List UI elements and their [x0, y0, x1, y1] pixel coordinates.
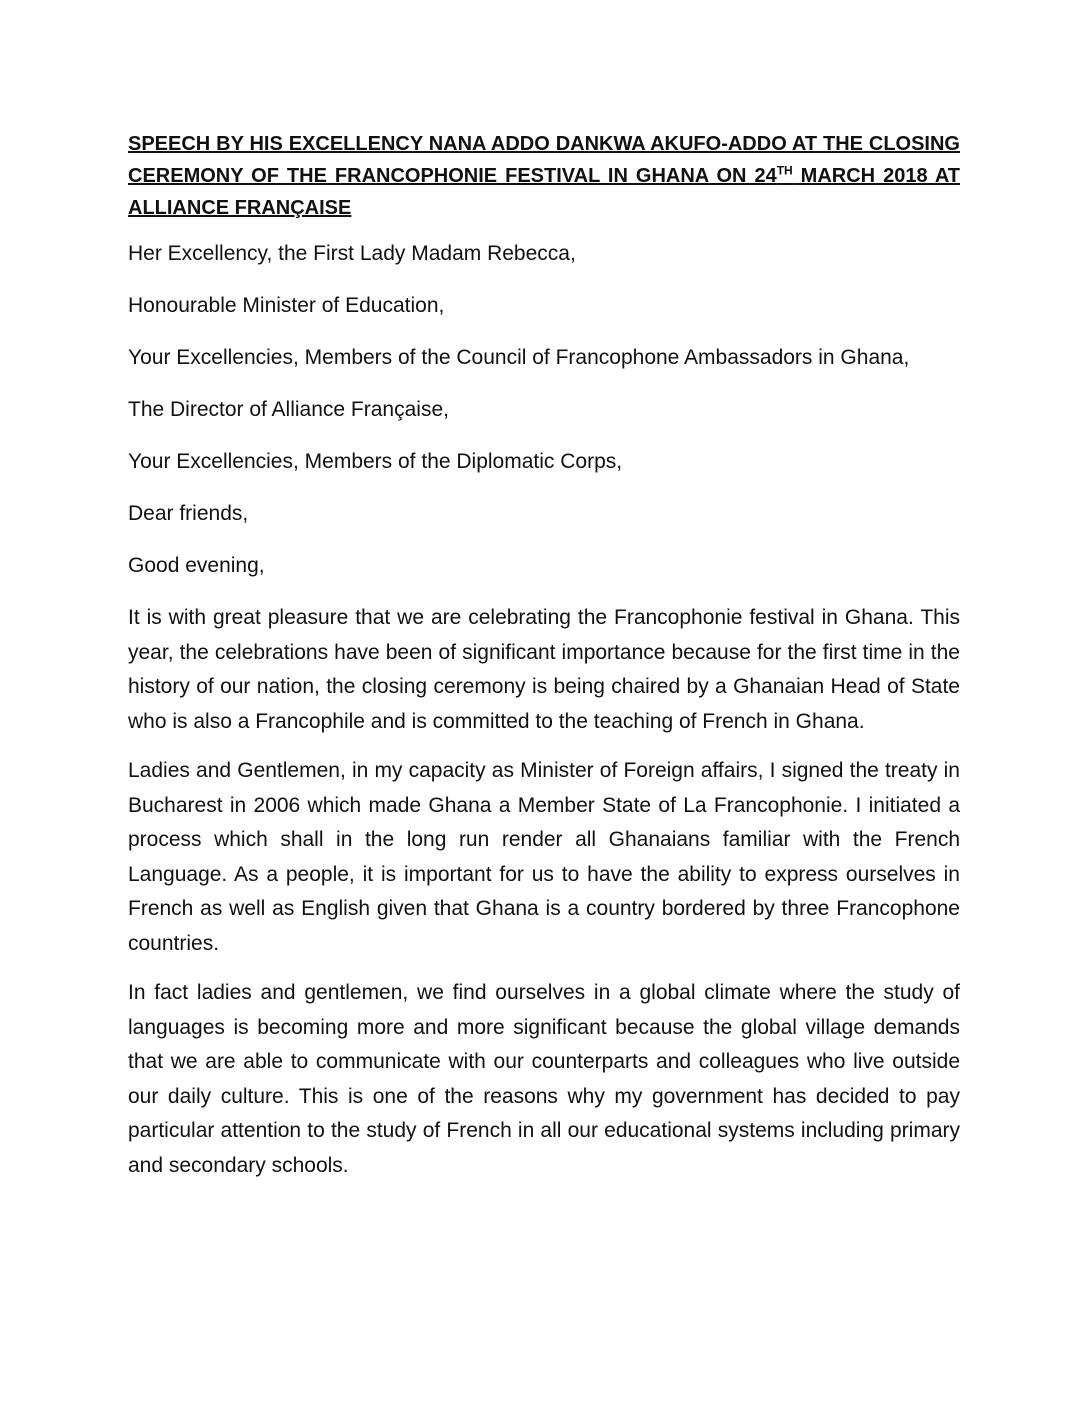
speech-title [128, 128, 960, 224]
salutation-good-evening: Good evening, [128, 554, 265, 577]
salutation-alliance-director: The Director of Alliance Française, [128, 398, 449, 421]
speech-title-superscript: TH [776, 163, 793, 178]
salutation-minister-education: Honourable Minister of Education, [128, 294, 445, 317]
salutation-francophone-ambassadors: Your Excellencies, Members of the Council of Francophone Ambassadors in Ghana, [128, 346, 910, 369]
salutation-first-lady: Her Excellency, the First Lady Madam Rebecca, [128, 242, 576, 265]
speech-title-text: SPEECH BY HIS EXCELLENCY NANA ADDO DANKWA AKUFO-ADDO AT THE CLOSING CEREMONY OF THE FRANCOPHONIE FESTIVAL IN GHANA ON 24 [128, 133, 960, 187]
speech-title-text-end: MARCH 2018 AT ALLIANCE FRANÇAISE [128, 165, 960, 219]
body-paragraph: It is with great pleasure that we are celebrating the Francophonie festival in Ghana. This year, the celebrations have been of significant importance because for the first time in the history of our nation, the closing ceremony is being chaired by a Ghanaian Head of State who is also a Francophile and is committed to the teaching of French in Ghana. [128, 606, 960, 733]
document-body [128, 128, 960, 1198]
body-paragraph: In fact ladies and gentlemen, we find ourselves in a global climate where the study of languages is becoming more and more significant because the global village demands that we are able to communicate with our counterparts and colleagues who live outside our daily culture. This is one of the reasons why my government has decided to pay particular attention to the study of French in all our educational systems including primary and secondary schools. [128, 981, 960, 1177]
salutation-diplomatic-corps: Your Excellencies, Members of the Diplomatic Corps, [128, 450, 623, 473]
body-paragraph: Ladies and Gentlemen, in my capacity as Minister of Foreign affairs, I signed the treaty in Bucharest in 2006 which made Ghana a Member State of La Francophonie. I initiated a process which shall in the long run render all Ghanaians familiar with the French Language. As a people, it is important for us to have the ability to express ourselves in French as well as English given that Ghana is a country bordered by three Francophone countries. [128, 759, 960, 955]
salutation-dear-friends: Dear friends, [128, 502, 249, 525]
